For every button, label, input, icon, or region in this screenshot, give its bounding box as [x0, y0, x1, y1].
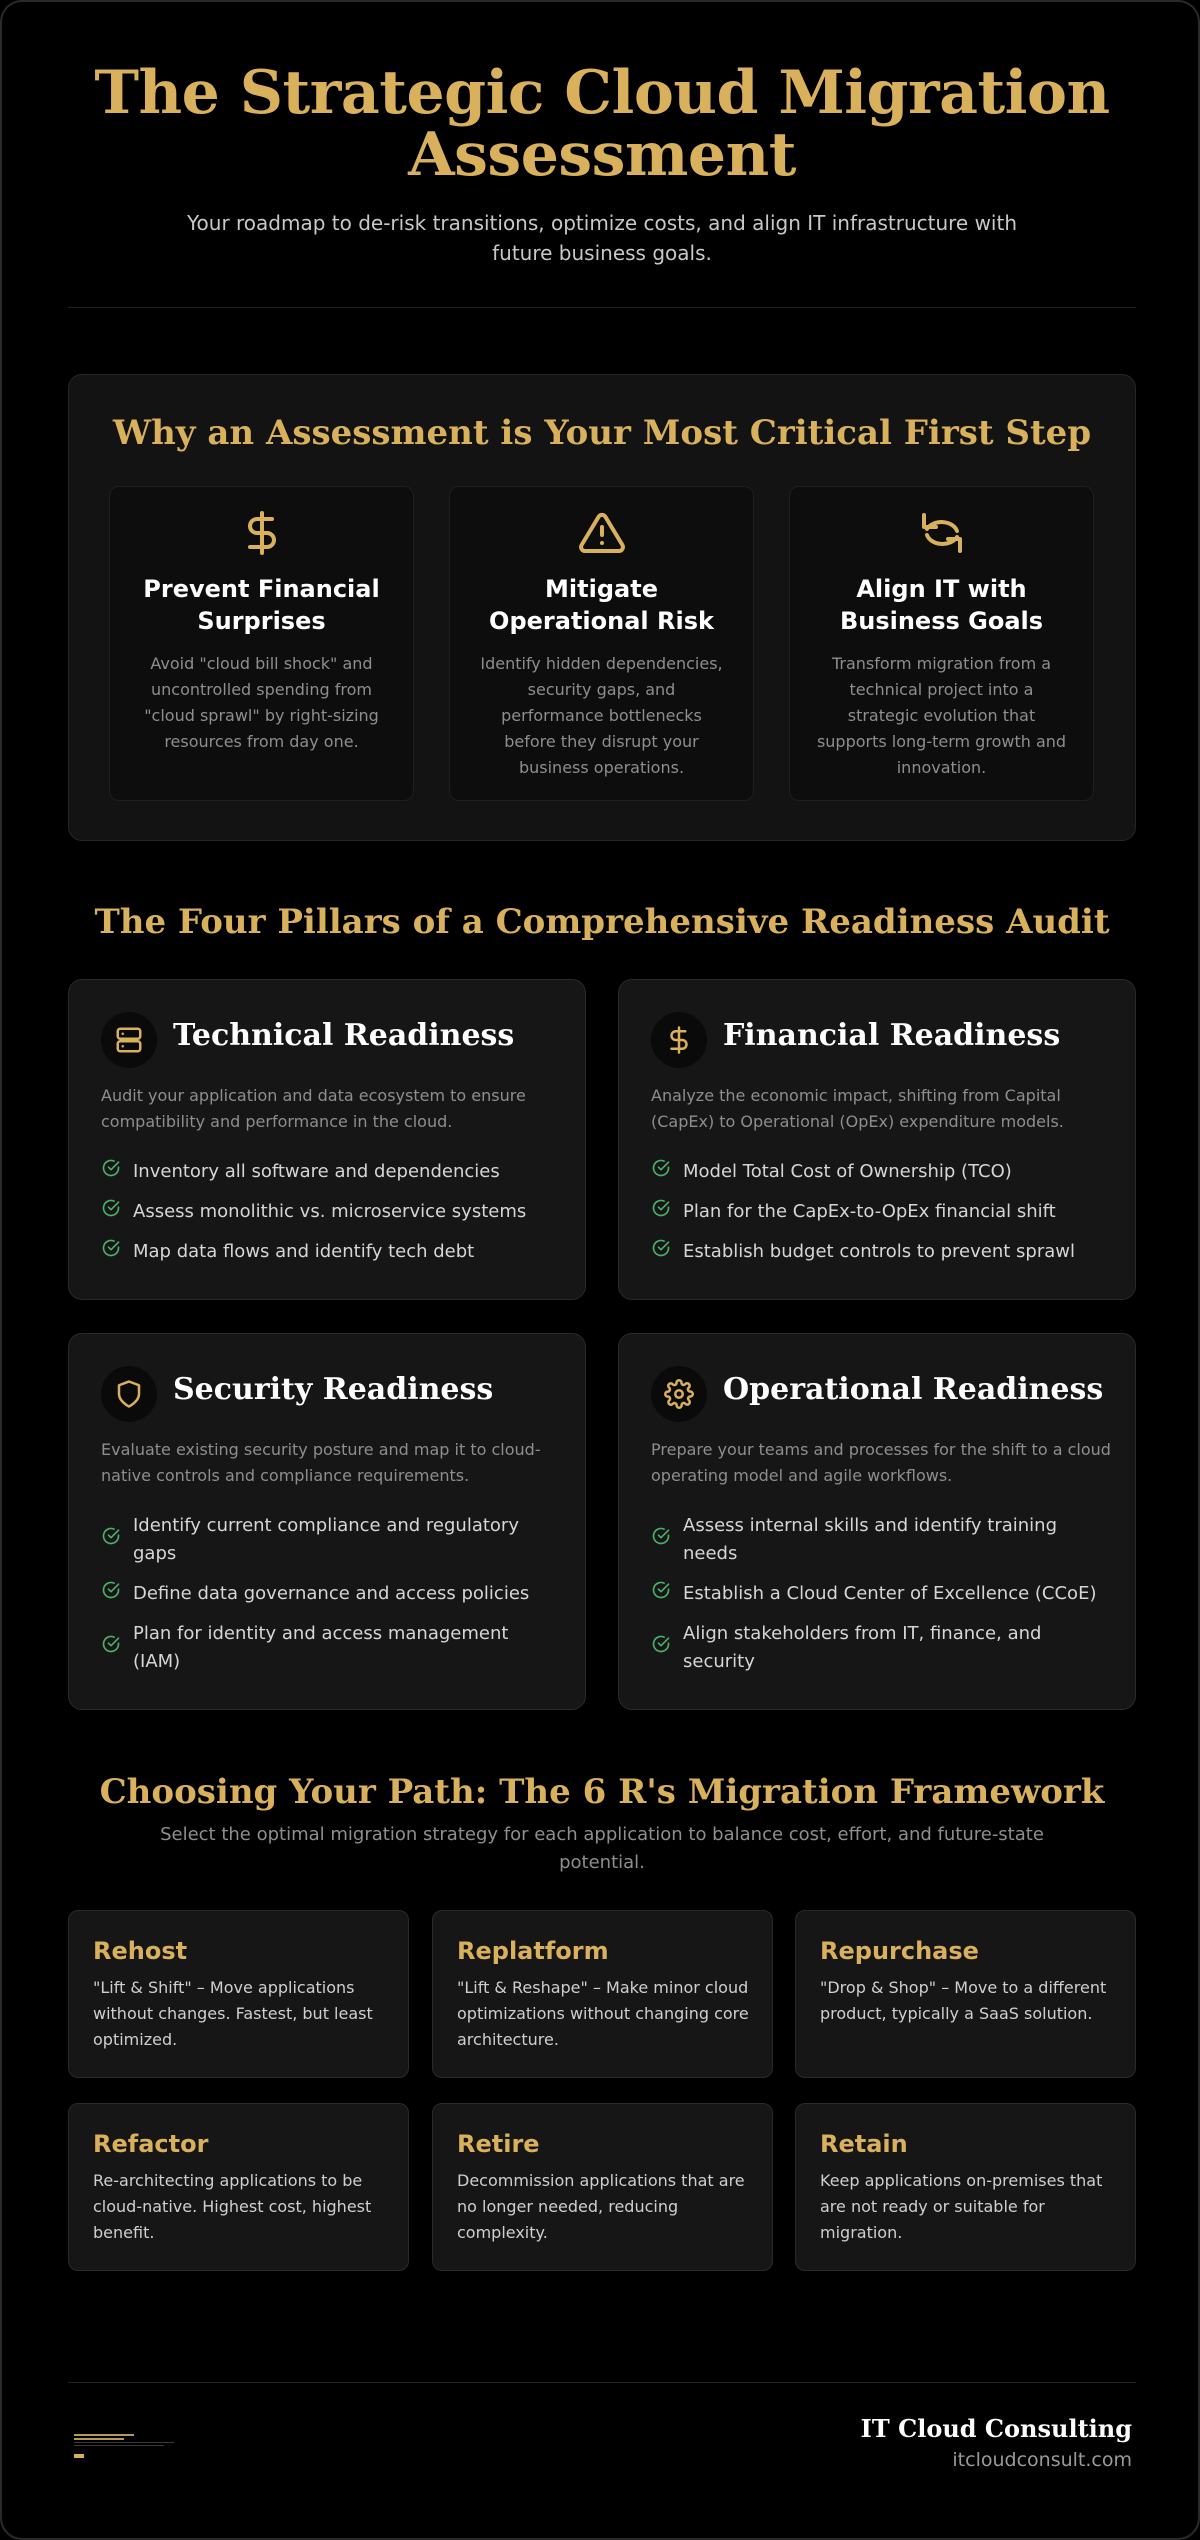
six-rs-subtitle: Select the optimal migration strategy for each application to balance cost, effort, and future-state potential.	[160, 1824, 1044, 1873]
pillar-checklist	[651, 1512, 1121, 1676]
check-circle-icon	[651, 1580, 671, 1600]
list-item: Model Total Cost of Ownership (TCO)	[651, 1158, 1121, 1186]
page-title: The Strategic Cloud Migration Assessment	[94, 58, 1110, 190]
strategy-card-refactor	[68, 2103, 409, 2271]
check-circle-icon	[101, 1634, 121, 1654]
strategy-title: Replatform	[457, 1937, 609, 1965]
pillar-desc: Prepare your teams and processes for the shift to a cloud operating model and agile workflows.	[651, 1440, 1111, 1485]
hero	[68, 58, 1136, 268]
page-subtitle: Your roadmap to de-risk transitions, optimize costs, and align IT infrastructure with future business goals.	[186, 211, 1018, 265]
pillar-checklist	[651, 1158, 1121, 1266]
list-item: Inventory all software and dependencies	[101, 1158, 571, 1186]
list-item: Plan for identity and access management (IAM)	[101, 1620, 571, 1676]
six-rs-title: Choosing Your Path: The 6 R's Migration Framework	[99, 1772, 1105, 1812]
dollar-icon	[238, 509, 286, 557]
why-card-title: Prevent Financial Surprises	[143, 575, 380, 635]
strategy-text: Keep applications on-premises that are not ready or suitable for migration.	[820, 2171, 1103, 2242]
strategy-card-rehost	[68, 1910, 409, 2078]
strategy-card-replatform	[432, 1910, 773, 2078]
dollar-icon	[651, 1012, 707, 1068]
check-circle-icon	[651, 1634, 671, 1654]
strategy-text: Decommission applications that are no longer needed, reducing complexity.	[457, 2171, 745, 2242]
server-icon	[101, 1012, 157, 1068]
brand-url[interactable]: itcloudconsult.com	[952, 2449, 1132, 2471]
why-card-financial	[109, 486, 414, 801]
strategy-title: Rehost	[93, 1937, 188, 1965]
list-item: Assess monolithic vs. microservice systems	[101, 1198, 571, 1226]
why-card-align	[789, 486, 1094, 801]
strategy-card-repurchase	[795, 1910, 1136, 2078]
check-circle-icon	[101, 1526, 121, 1546]
strategy-text: "Lift & Shift" – Move applications without changes. Fastest, but least optimized.	[93, 1978, 373, 2049]
list-item: Assess internal skills and identify training needs	[651, 1512, 1121, 1568]
list-item: Plan for the CapEx-to-OpEx financial shift	[651, 1198, 1121, 1226]
strategy-title: Refactor	[93, 2130, 209, 2158]
footer-brand	[861, 2414, 1132, 2471]
check-circle-icon	[651, 1238, 671, 1258]
sync-icon	[918, 509, 966, 557]
pillar-financial	[618, 979, 1136, 1300]
list-item: Map data flows and identify tech debt	[101, 1238, 571, 1266]
pillar-operational	[618, 1333, 1136, 1710]
why-card-text: Identify hidden dependencies, security gaps, and performance bottlenecks before they disrupt your business operations.	[480, 654, 723, 777]
strategy-text: "Drop & Shop" – Move to a different product, typically a SaaS solution.	[820, 1978, 1107, 2023]
why-card-text: Avoid "cloud bill shock" and uncontrolled spending from "cloud sprawl" by right-sizing resources from day one.	[144, 654, 379, 751]
pillars-title: The Four Pillars of a Comprehensive Readiness Audit	[94, 902, 1110, 942]
footer-logo-thumbnail	[72, 2432, 182, 2462]
check-circle-icon	[651, 1526, 671, 1546]
list-item: Establish budget controls to prevent sprawl	[651, 1238, 1121, 1266]
why-card-risk	[449, 486, 754, 801]
strategy-title: Repurchase	[820, 1937, 979, 1965]
gear-icon	[651, 1366, 707, 1422]
why-section	[68, 374, 1136, 841]
pillar-checklist	[101, 1158, 571, 1266]
check-circle-icon	[101, 1580, 121, 1600]
check-circle-icon	[651, 1158, 671, 1178]
pillar-title: Financial Readiness	[723, 1018, 1061, 1053]
why-title: Why an Assessment is Your Most Critical First Step	[112, 413, 1092, 453]
check-circle-icon	[101, 1238, 121, 1258]
list-item: Establish a Cloud Center of Excellence (CCoE)	[651, 1580, 1121, 1608]
list-item: Align stakeholders from IT, finance, and security	[651, 1620, 1121, 1676]
pillar-title: Technical Readiness	[173, 1018, 515, 1053]
brand-name: IT Cloud Consulting	[860, 2414, 1132, 2443]
strategy-text: "Lift & Reshape" – Make minor cloud optimizations without changing core architecture.	[457, 1978, 749, 2049]
strategy-title: Retire	[457, 2130, 540, 2158]
warning-triangle-icon	[578, 509, 626, 557]
why-card-title: Mitigate Operational Risk	[489, 575, 714, 635]
why-card-text: Transform migration from a technical project into a strategic evolution that supports long-term growth and innovation.	[816, 654, 1067, 777]
divider	[68, 307, 1136, 308]
check-circle-icon	[101, 1198, 121, 1218]
pillar-title: Security Readiness	[173, 1372, 494, 1407]
check-circle-icon	[651, 1198, 671, 1218]
strategy-card-retain	[795, 2103, 1136, 2271]
why-card-title: Align IT with Business Goals	[839, 575, 1044, 635]
strategy-title: Retain	[820, 2130, 908, 2158]
pillar-checklist	[101, 1512, 571, 1676]
pillar-desc: Audit your application and data ecosystem to ensure compatibility and performance in the cloud.	[101, 1086, 526, 1131]
pillar-technical	[68, 979, 586, 1300]
footer-divider	[68, 2382, 1136, 2383]
pillar-security	[68, 1333, 586, 1710]
pillar-desc: Analyze the economic impact, shifting from Capital (CapEx) to Operational (OpEx) expenditure models.	[651, 1086, 1064, 1131]
strategy-card-retire	[432, 2103, 773, 2271]
check-circle-icon	[101, 1158, 121, 1178]
pillar-title: Operational Readiness	[723, 1372, 1104, 1407]
pillar-desc: Evaluate existing security posture and map it to cloud-native controls and compliance requirements.	[101, 1440, 541, 1485]
shield-icon	[101, 1366, 157, 1422]
list-item: Define data governance and access policies	[101, 1580, 571, 1608]
strategy-text: Re-architecting applications to be cloud-native. Highest cost, highest benefit.	[93, 2171, 372, 2242]
list-item: Identify current compliance and regulatory gaps	[101, 1512, 571, 1568]
